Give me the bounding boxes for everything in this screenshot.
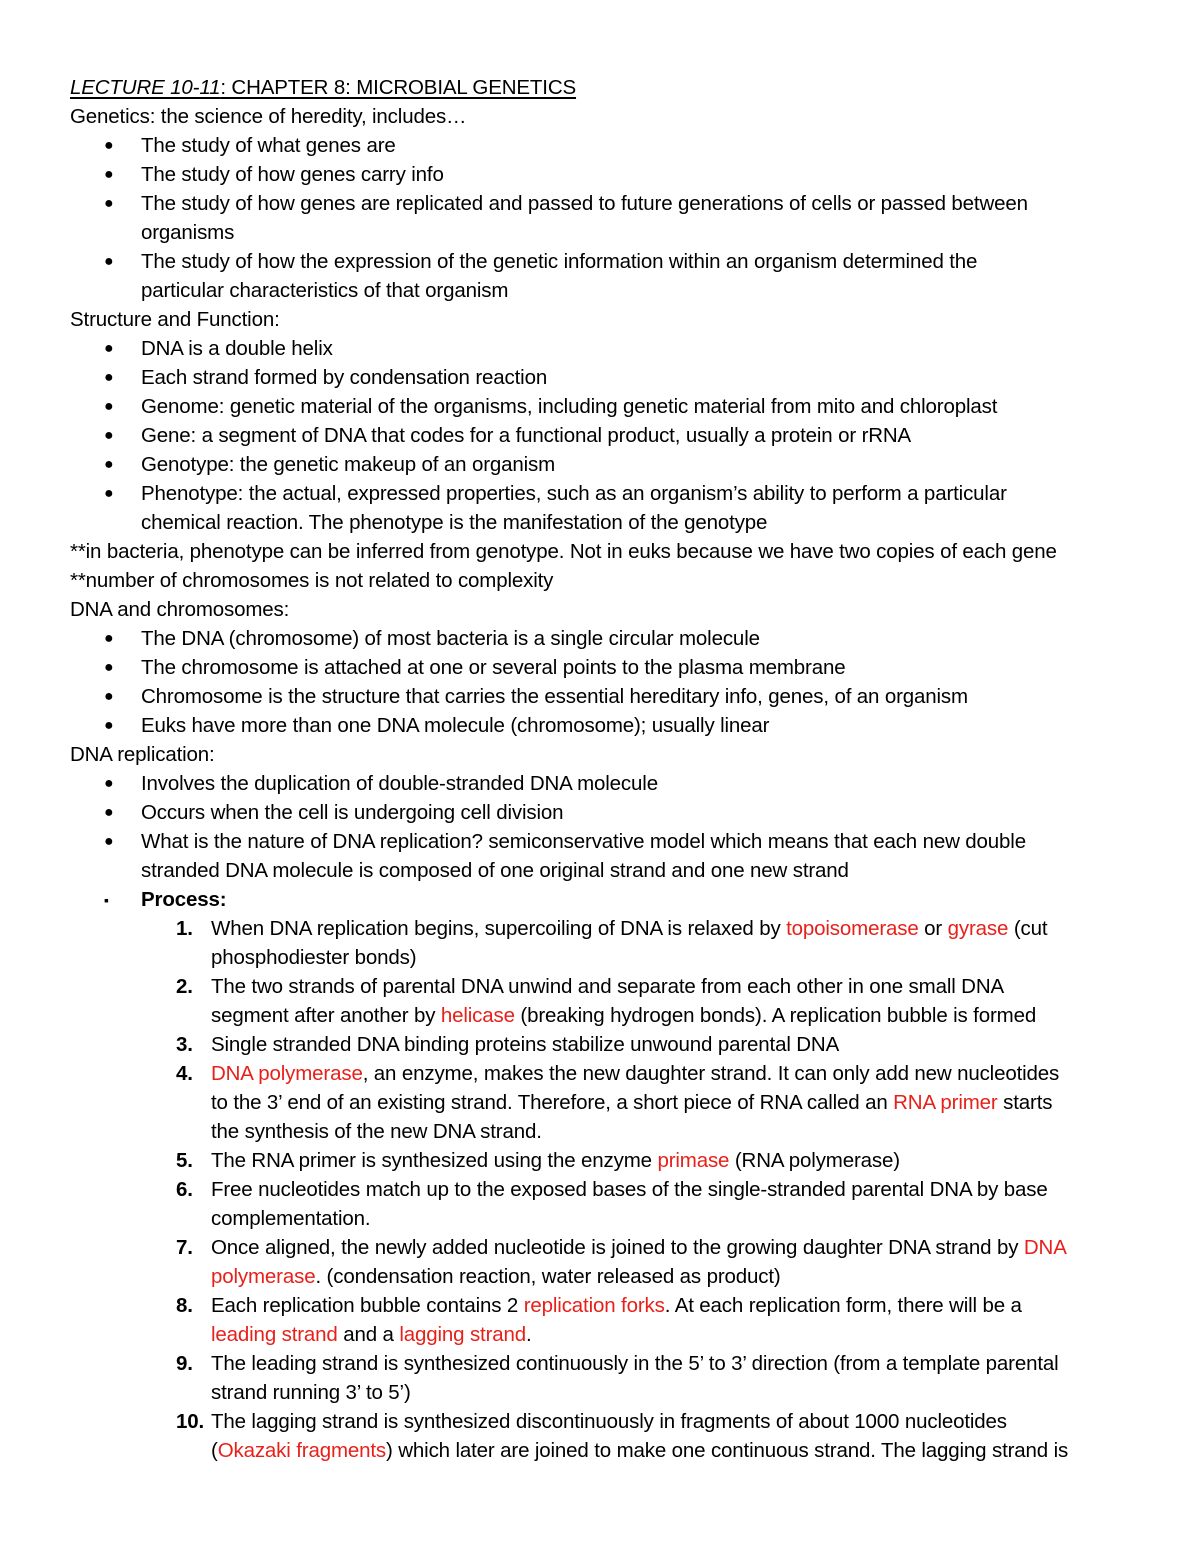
bullet-icon: ● — [104, 398, 114, 415]
key-term: gyrase — [947, 917, 1009, 940]
key-term: helicase — [440, 1004, 515, 1027]
step-number: 2. — [176, 975, 193, 998]
list-item: ● Occurs when the cell is undergoing cell division — [70, 798, 1140, 827]
key-term: replication forks — [523, 1294, 665, 1317]
list-item: ● Genotype: the genetic makeup of an organism — [70, 450, 1140, 479]
list-item: ● DNA is a double helix — [70, 334, 1140, 363]
process-step: 2. The two strands of parental DNA unwind and separate from each other in one small DNA — [70, 972, 1140, 1001]
square-bullet-icon: ▪ — [104, 892, 109, 908]
process-step-continuation: leading strand and a lagging strand. — [211, 1323, 532, 1346]
list-item: ● The chromosome is attached at one or several points to the plasma membrane — [70, 653, 1140, 682]
bullet-icon: ● — [104, 340, 114, 357]
process-step-continuation: to the 3’ end of an existing strand. Therefore, a short piece of RNA called an RNA primer starts — [211, 1091, 1053, 1114]
process-step: 10. The lagging strand is synthesized discontinuously in fragments of about 1000 nucleotides — [70, 1407, 1140, 1436]
step-number: 3. — [176, 1033, 193, 1056]
key-term: primase — [657, 1149, 730, 1172]
step-number: 7. — [176, 1236, 193, 1259]
note-line: **number of chromosomes is not related to complexity — [70, 569, 554, 592]
process-step-continuation: polymerase. (condensation reaction, water released as product) — [211, 1265, 781, 1288]
process-step: 1. When DNA replication begins, supercoiling of DNA is relaxed by topoisomerase or gyrase (cut — [70, 914, 1140, 943]
step-number: 8. — [176, 1294, 193, 1317]
bullet-icon: ● — [104, 253, 114, 270]
list-item: ● Euks have more than one DNA molecule (chromosome); usually linear — [70, 711, 1140, 740]
list-item: ● The study of what genes are — [70, 131, 1140, 160]
process-step: 6. Free nucleotides match up to the exposed bases of the single-stranded parental DNA by base — [70, 1175, 1140, 1204]
key-term: DNA — [1023, 1236, 1067, 1259]
step-number: 9. — [176, 1352, 193, 1375]
bullet-icon: ● — [104, 833, 114, 850]
step-number: 1. — [176, 917, 193, 940]
list-item: ● What is the nature of DNA replication? semiconservative model which means that each new double — [70, 827, 1140, 856]
bullet-icon: ● — [104, 804, 114, 821]
list-item: ● Phenotype: the actual, expressed properties, such as an organism’s ability to perform a particular — [70, 479, 1140, 508]
genetics-intro: Genetics: the science of heredity, includes… — [70, 105, 467, 128]
list-item-continuation: organisms — [141, 221, 235, 244]
process-step: 7. Once aligned, the newly added nucleotide is joined to the growing daughter DNA strand by DNA — [70, 1233, 1140, 1262]
step-number: 10. — [176, 1410, 205, 1433]
bullet-icon: ● — [104, 369, 114, 386]
process-step: 9. The leading strand is synthesized continuously in the 5’ to 3’ direction (from a template parental — [70, 1349, 1140, 1378]
bullet-icon: ● — [104, 717, 114, 734]
process-step: 4. DNA polymerase, an enzyme, makes the new daughter strand. It can only add new nucleotides — [70, 1059, 1140, 1088]
list-item-continuation: particular characteristics of that organism — [141, 279, 509, 302]
list-item: ● The study of how genes carry info — [70, 160, 1140, 189]
bullet-icon: ● — [104, 630, 114, 647]
bullet-icon: ● — [104, 485, 114, 502]
bullet-icon: ● — [104, 775, 114, 792]
list-item: ● Genome: genetic material of the organisms, including genetic material from mito and chloroplast — [70, 392, 1140, 421]
list-item-continuation: chemical reaction. The phenotype is the manifestation of the genotype — [141, 511, 768, 534]
list-item: ● Gene: a segment of DNA that codes for a functional product, usually a protein or rRNA — [70, 421, 1140, 450]
bullet-icon: ● — [104, 427, 114, 444]
process-heading: ▪ Process: — [70, 885, 1140, 914]
process-step-continuation: complementation. — [211, 1207, 371, 1230]
process-step-continuation: segment after another by helicase (breaking hydrogen bonds). A replication bubble is formed — [211, 1004, 1037, 1027]
key-term: leading strand — [211, 1323, 338, 1346]
process-step-continuation: (Okazaki fragments) which later are joined to make one continuous strand. The lagging strand is — [211, 1439, 1069, 1462]
process-step-continuation: strand running 3’ to 5’) — [211, 1381, 411, 1404]
step-number: 4. — [176, 1062, 193, 1085]
note-line: **in bacteria, phenotype can be inferred from genotype. Not in euks because we have two copies of each gene — [70, 540, 1057, 563]
step-number: 5. — [176, 1149, 193, 1172]
section-heading-replication: DNA replication: — [70, 743, 215, 766]
list-item: ● Chromosome is the structure that carries the essential hereditary info, genes, of an organism — [70, 682, 1140, 711]
key-term: lagging strand — [399, 1323, 527, 1346]
lecture-title — [70, 73, 1140, 102]
list-item: ● The study of how genes are replicated and passed to future generations of cells or passed between — [70, 189, 1140, 218]
key-term: Okazaki fragments — [217, 1439, 387, 1462]
bullet-icon: ● — [104, 456, 114, 473]
bullet-icon: ● — [104, 195, 114, 212]
process-step: 5. The RNA primer is synthesized using the enzyme primase (RNA polymerase) — [70, 1146, 1140, 1175]
list-item: ● The study of how the expression of the genetic information within an organism determined the — [70, 247, 1140, 276]
key-term: polymerase — [211, 1265, 316, 1288]
bullet-icon: ● — [104, 688, 114, 705]
section-heading-structure: Structure and Function: — [70, 308, 280, 331]
step-number: 6. — [176, 1178, 193, 1201]
process-step-continuation: the synthesis of the new DNA strand. — [211, 1120, 542, 1143]
list-item: ● Each strand formed by condensation reaction — [70, 363, 1140, 392]
key-term: DNA polymerase — [211, 1062, 363, 1085]
list-item: ● Involves the duplication of double-stranded DNA molecule — [70, 769, 1140, 798]
key-term: RNA primer — [893, 1091, 998, 1114]
process-step: 3. Single stranded DNA binding proteins stabilize unwound parental DNA — [70, 1030, 1140, 1059]
chapter-title: : CHAPTER 8: MICROBIAL GENETICS — [220, 76, 577, 99]
list-item-continuation: stranded DNA molecule is composed of one original strand and one new strand — [141, 859, 849, 882]
section-heading-chromosomes: DNA and chromosomes: — [70, 598, 290, 621]
process-step-continuation: phosphodiester bonds) — [211, 946, 417, 969]
key-term: topoisomerase — [786, 917, 919, 940]
bullet-icon: ● — [104, 659, 114, 676]
bullet-icon: ● — [104, 137, 114, 154]
process-step: 8. Each replication bubble contains 2 replication forks. At each replication form, there will be a — [70, 1291, 1140, 1320]
bullet-icon: ● — [104, 166, 114, 183]
lecture-number: LECTURE 10-11 — [70, 76, 221, 99]
list-item: ● The DNA (chromosome) of most bacteria is a single circular molecule — [70, 624, 1140, 653]
